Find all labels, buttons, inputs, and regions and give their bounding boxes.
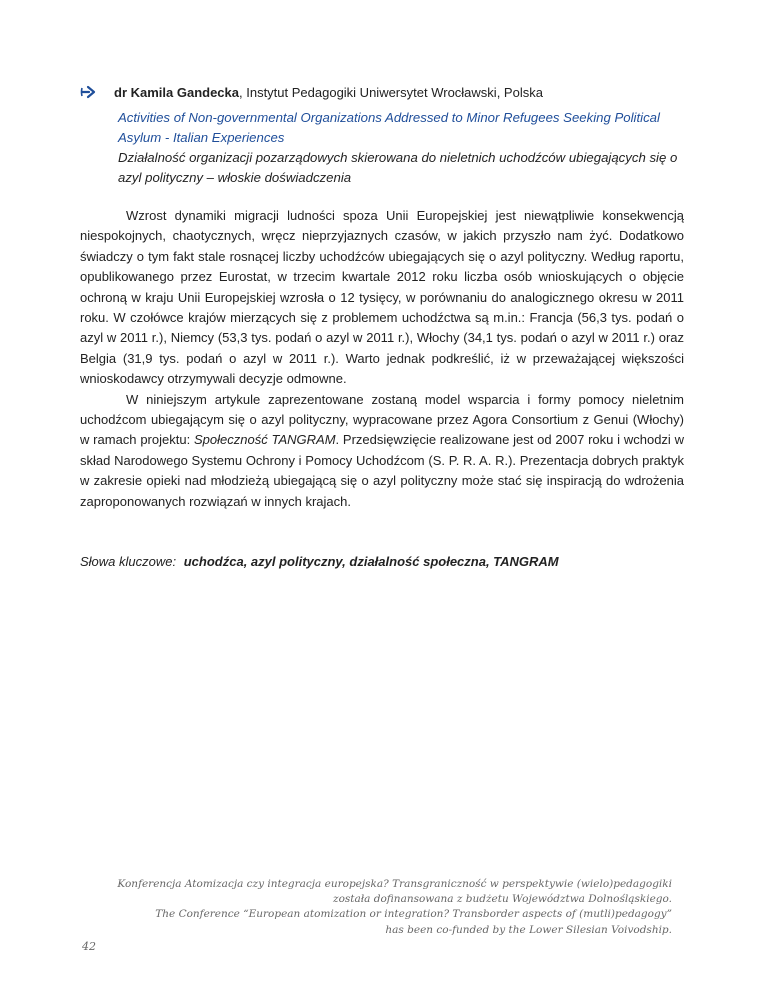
- author-name: dr Kamila Gandecka: [114, 85, 239, 100]
- article-titles: [118, 108, 698, 188]
- footer-line-4: has been co-funded by the Lower Silesian Voivodship.: [385, 923, 672, 936]
- keywords-label: Słowa kluczowe:: [80, 554, 177, 569]
- footer-line-1: Konferencja Atomizacja czy integracja europejska? Transgraniczność w perspektywie (wielo)pedagogiki: [117, 878, 672, 890]
- author-affiliation: , Instytut Pedagogiki Uniwersytet Wrocławski, Polska: [239, 85, 543, 100]
- footer-line-2: została dofinansowana z budżetu Województwa Dolnośląskiego.: [333, 893, 672, 906]
- abstract: [80, 206, 684, 512]
- footer-line-3: The Conference “European atomization or integration? Transborder aspects of (mutli)pedagogy”: [155, 908, 672, 921]
- abstract-paragraph-2: [80, 390, 684, 512]
- abstract-paragraph-1: Wzrost dynamiki migracji ludności spoza Unii Europejskiej jest niewątpliwie konsekwencją niespokojnych, chaotycznych, wręcz nieprzyjaznych czasów, w jakich przyszło nam żyć. Dodatkowo świadczy o tym fakt stale rosnącej liczby uchodźców ubiegających się o azyl polityczny. Według raportu, opublikowanego przez Eurostat, w trzecim kwartale 2012 roku liczba osób wnioskujących o objęcie ochroną w kraju Unii Europejskiej wzrosła o 12 tysięcy, w porównaniu do analogicznego okresu w 2011 roku. W czołówce krajów mierzących się z problemem uchodźctwa są m.in.: Francja (56,3 tys. podań o azyl w 2011 r.), Niemcy (53,3 tys. podań o azyl w 2011 r.), Włochy (34,1 tys. podań o azyl w 2011 r.) oraz Belgia (31,9 tys. podań o azyl w 2011 r.). Warto jednak podkreślić, iż w przeważającej większości wnioskodawcy otrzymywali decyzje odmowne.: [80, 208, 684, 387]
- title-polish: Działalność organizacji pozarządowych skierowana do nieletnich uchodźców ubiegających się o azyl polityczny – włoskie doświadczenia: [118, 150, 678, 185]
- arrow-right-icon: [80, 85, 98, 99]
- title-english: Activities of Non-governmental Organizations Addressed to Minor Refugees Seeking Political Asylum - Italian Experiences: [118, 110, 660, 145]
- page-number: 42: [82, 940, 96, 953]
- paragraph-2-text-before: W niniejszym artykule zaprezentowane zostaną model wsparcia i formy pomocy nieletnim uchodźcom ubiegającym się o azyl polityczny, wypracowane przez Agora Consortium z Genui (Włochy) w ramach projektu:: [80, 391, 684, 448]
- author-line: [80, 84, 700, 102]
- footer-note: [100, 877, 672, 938]
- project-name: Społeczność TANGRAM: [193, 432, 336, 448]
- keywords-values: uchodźca, azyl polityczny, działalność społeczna, TANGRAM: [183, 554, 559, 569]
- paragraph-2-text-after: . Przedsięwzięcie realizowane jest od 2007 roku i wchodzi w skład Narodowego Systemu Ochrony i Pomocy Uchodźcom (S. P. R. A. R.). Prezentacja dobrych praktyk w zakresie opieki nad młodzieżą ubiegającą się o azyl polityczny może stać się inspiracją do wdrożenia zaproponowanych rozwiązań w innych krajach.: [80, 432, 685, 509]
- keywords: [80, 553, 700, 571]
